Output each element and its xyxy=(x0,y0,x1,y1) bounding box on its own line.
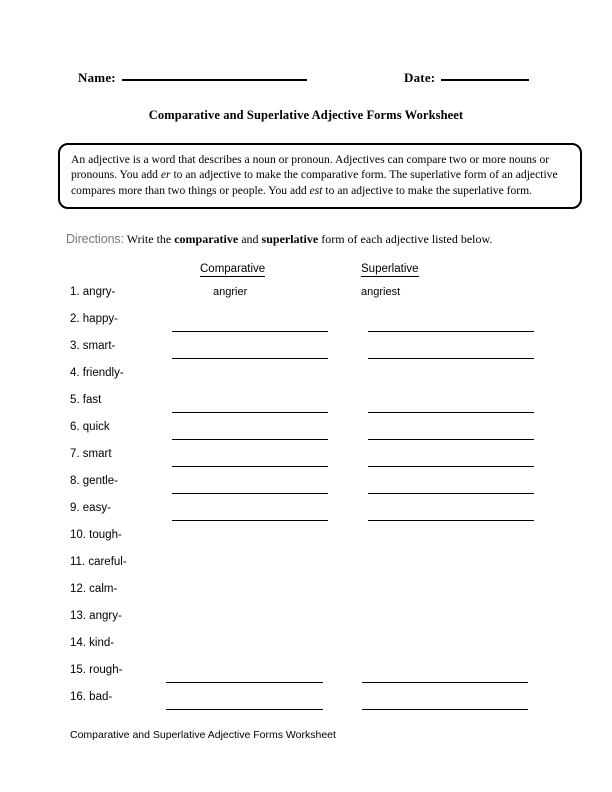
adjective-item-row xyxy=(0,637,612,664)
adjective-item-label: 15. rough- xyxy=(70,664,123,676)
footer-text: Comparative and Superlative Adjective Forms Worksheet xyxy=(70,729,336,741)
comparative-answer-line[interactable] xyxy=(166,682,323,683)
name-field-group xyxy=(78,70,307,86)
name-date-row xyxy=(0,70,612,94)
date-write-in-line[interactable] xyxy=(441,79,529,81)
adjective-item-label: 2. happy- xyxy=(70,313,118,325)
intro-definition-text xyxy=(71,152,569,198)
adjective-item-row xyxy=(0,610,612,637)
adjective-item-row xyxy=(0,313,612,340)
superlative-answer-line[interactable] xyxy=(368,439,534,440)
column-headers xyxy=(0,263,612,281)
column-header-superlative: Superlative xyxy=(361,263,419,275)
intro-text-run: An adjective is a word that describes a noun or pronoun. Adjectives can compare two or more nouns or pronouns. You add xyxy=(71,153,550,182)
directions-label: Directions: xyxy=(66,232,124,246)
adjective-item-row xyxy=(0,583,612,610)
adjective-item-row xyxy=(0,556,612,583)
directions-line xyxy=(66,232,586,247)
intro-text-run: to an adjective to make the superlative form. xyxy=(322,183,533,197)
superlative-answer-line[interactable] xyxy=(368,331,534,332)
adjective-item-label: 11. careful- xyxy=(70,556,127,568)
comparative-answer-line[interactable] xyxy=(172,358,328,359)
adjective-item-row xyxy=(0,394,612,421)
directions-prefix: Write the xyxy=(123,232,175,246)
adjective-item-label: 13. angry- xyxy=(70,610,122,622)
adjective-item-row xyxy=(0,664,612,691)
name-write-in-line[interactable] xyxy=(122,79,307,81)
adjective-item-row xyxy=(0,340,612,367)
adjective-item-label: 4. friendly- xyxy=(70,367,124,379)
intro-definition-box xyxy=(58,143,582,209)
adjective-item-label: 16. bad- xyxy=(70,691,113,703)
adjective-item-label: 7. smart xyxy=(70,448,112,460)
adjective-item-label: 8. gentle- xyxy=(70,475,118,487)
date-label: Date: xyxy=(404,70,436,85)
date-field-group xyxy=(404,70,529,86)
superlative-answer-text: angriest xyxy=(361,286,401,298)
column-header-comparative: Comparative xyxy=(200,263,266,275)
comparative-answer-line[interactable] xyxy=(172,493,328,494)
directions-keyword-superlative: superlative xyxy=(261,232,319,246)
directions-keyword-comparative: comparative xyxy=(174,232,239,246)
directions-suffix: form of each adjective listed below. xyxy=(318,232,493,246)
adjective-item-label: 14. kind- xyxy=(70,637,115,649)
superlative-answer-line[interactable] xyxy=(368,493,534,494)
page-title: Comparative and Superlative Adjective Forms Worksheet xyxy=(148,108,464,122)
comparative-answer-line[interactable] xyxy=(172,412,328,413)
superlative-answer-line[interactable] xyxy=(368,466,534,467)
adjective-item-label: 3. smart- xyxy=(70,340,116,352)
comparative-answer-line[interactable] xyxy=(172,439,328,440)
name-label: Name: xyxy=(78,70,116,85)
comparative-answer-text: angrier xyxy=(213,286,248,298)
adjective-item-label: 1. angry- xyxy=(70,286,116,298)
comparative-answer-line[interactable] xyxy=(172,466,328,467)
directions-text xyxy=(124,232,492,246)
adjective-item-row xyxy=(0,691,612,718)
adjective-item-row xyxy=(0,286,612,313)
superlative-answer-line[interactable] xyxy=(368,520,534,521)
superlative-answer-line[interactable] xyxy=(368,358,534,359)
adjective-item-label: 9. easy- xyxy=(70,502,111,514)
intro-italic-suffix: er xyxy=(160,168,171,182)
adjective-item-row xyxy=(0,529,612,556)
directions-conjunction: and xyxy=(238,232,262,246)
intro-italic-suffix: est xyxy=(309,183,323,197)
adjective-items-list xyxy=(0,286,612,718)
intro-text-run: to an adjective to make the comparative form. The superlative form of an adjective compares more than two things or people. You add xyxy=(71,168,558,197)
adjective-item-label: 12. calm- xyxy=(70,583,118,595)
adjective-item-row xyxy=(0,421,612,448)
superlative-answer-line[interactable] xyxy=(362,709,528,710)
comparative-answer-line[interactable] xyxy=(166,709,323,710)
adjective-item-label: 10. tough- xyxy=(70,529,122,541)
adjective-item-row xyxy=(0,475,612,502)
adjective-item-row xyxy=(0,502,612,529)
adjective-item-label: 5. fast xyxy=(70,394,102,406)
comparative-answer-line[interactable] xyxy=(172,331,328,332)
superlative-answer-line[interactable] xyxy=(362,682,528,683)
adjective-item-row xyxy=(0,448,612,475)
adjective-item-row xyxy=(0,367,612,394)
adjective-item-label: 6. quick xyxy=(70,421,110,433)
superlative-answer-line[interactable] xyxy=(368,412,534,413)
comparative-answer-line[interactable] xyxy=(172,520,328,521)
